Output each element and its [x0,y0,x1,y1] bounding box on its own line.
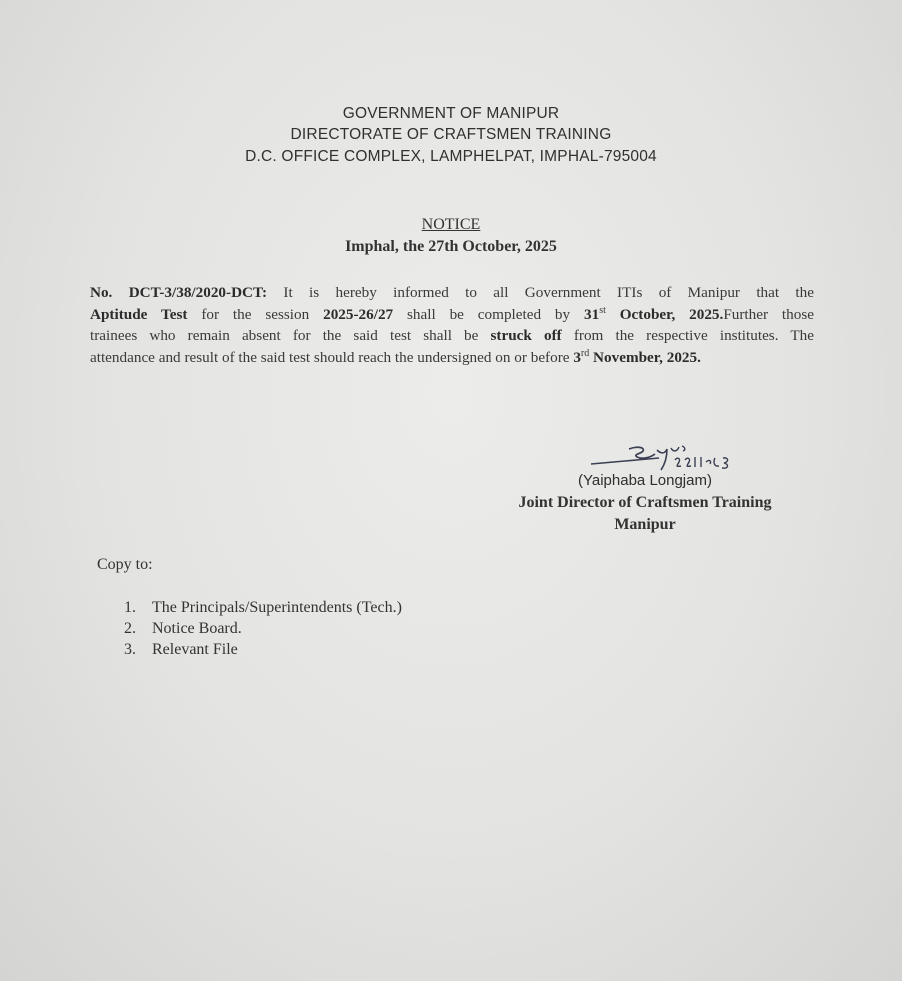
report-day: 3 [573,348,581,366]
body-text-11: from the respective institutes. The [561,327,814,344]
deadline-day: 31 [584,305,600,323]
signatory-name: (Yaiphaba Longjam) [578,472,712,489]
body-line-1 [90,282,814,304]
header-government: GOVERNMENT OF MANIPUR [342,105,560,122]
copy-item [124,597,402,618]
body-text-3: for the session [187,305,324,323]
session-label: 2025-26/27 [323,305,394,323]
signatory-designation: Joint Director of Craftsmen Training [518,494,772,511]
aptitude-test-label: Aptitude Test [90,305,188,323]
copy-item-number: 2. [124,620,136,637]
copy-item-text: The Principals/Superintendents (Tech.) [152,599,402,616]
reference-number: No. DCT-3/38/2020-DCT: [90,284,268,301]
signatory-state: Manipur [614,516,676,533]
body-text-12: attendance and result of the said test should reach the undersigned on or before [90,348,574,366]
header-directorate: DIRECTORATE OF CRAFTSMEN TRAINING [290,126,612,143]
copy-item [124,618,402,639]
body-text-9: trainees who remain absent for the said test shall be [90,327,491,344]
copy-item-number: 3. [124,641,136,658]
copy-item [124,639,402,660]
notice-body [90,282,814,368]
copy-to-heading: Copy to: [97,556,153,573]
deadline-month: October, 2025. [605,305,724,323]
body-text-5: shall be completed by [393,305,584,323]
body-line-4 [90,347,814,369]
report-month: November, 2025. [589,348,701,366]
body-text-8: Further those [723,305,814,323]
deadline-day-suffix: st [599,304,606,316]
report-day-suffix: rd [580,347,590,359]
header-address: D.C. OFFICE COMPLEX, LAMPHELPAT, IMPHAL-795004 [245,148,657,165]
copy-to-list [124,597,402,660]
notice-title [0,216,902,234]
body-text-1: It is hereby informed to all Government ITIs of Manipur that the [267,284,814,301]
struck-off-label: struck off [490,327,562,344]
copy-item-number: 1. [124,599,136,616]
notice-title-text: NOTICE [421,216,481,233]
body-line-2 [90,304,814,326]
notice-date: Imphal, the 27th October, 2025 [345,238,557,255]
body-line-3 [90,325,814,347]
copy-item-text: Notice Board. [152,620,242,637]
copy-item-text: Relevant File [152,641,238,658]
